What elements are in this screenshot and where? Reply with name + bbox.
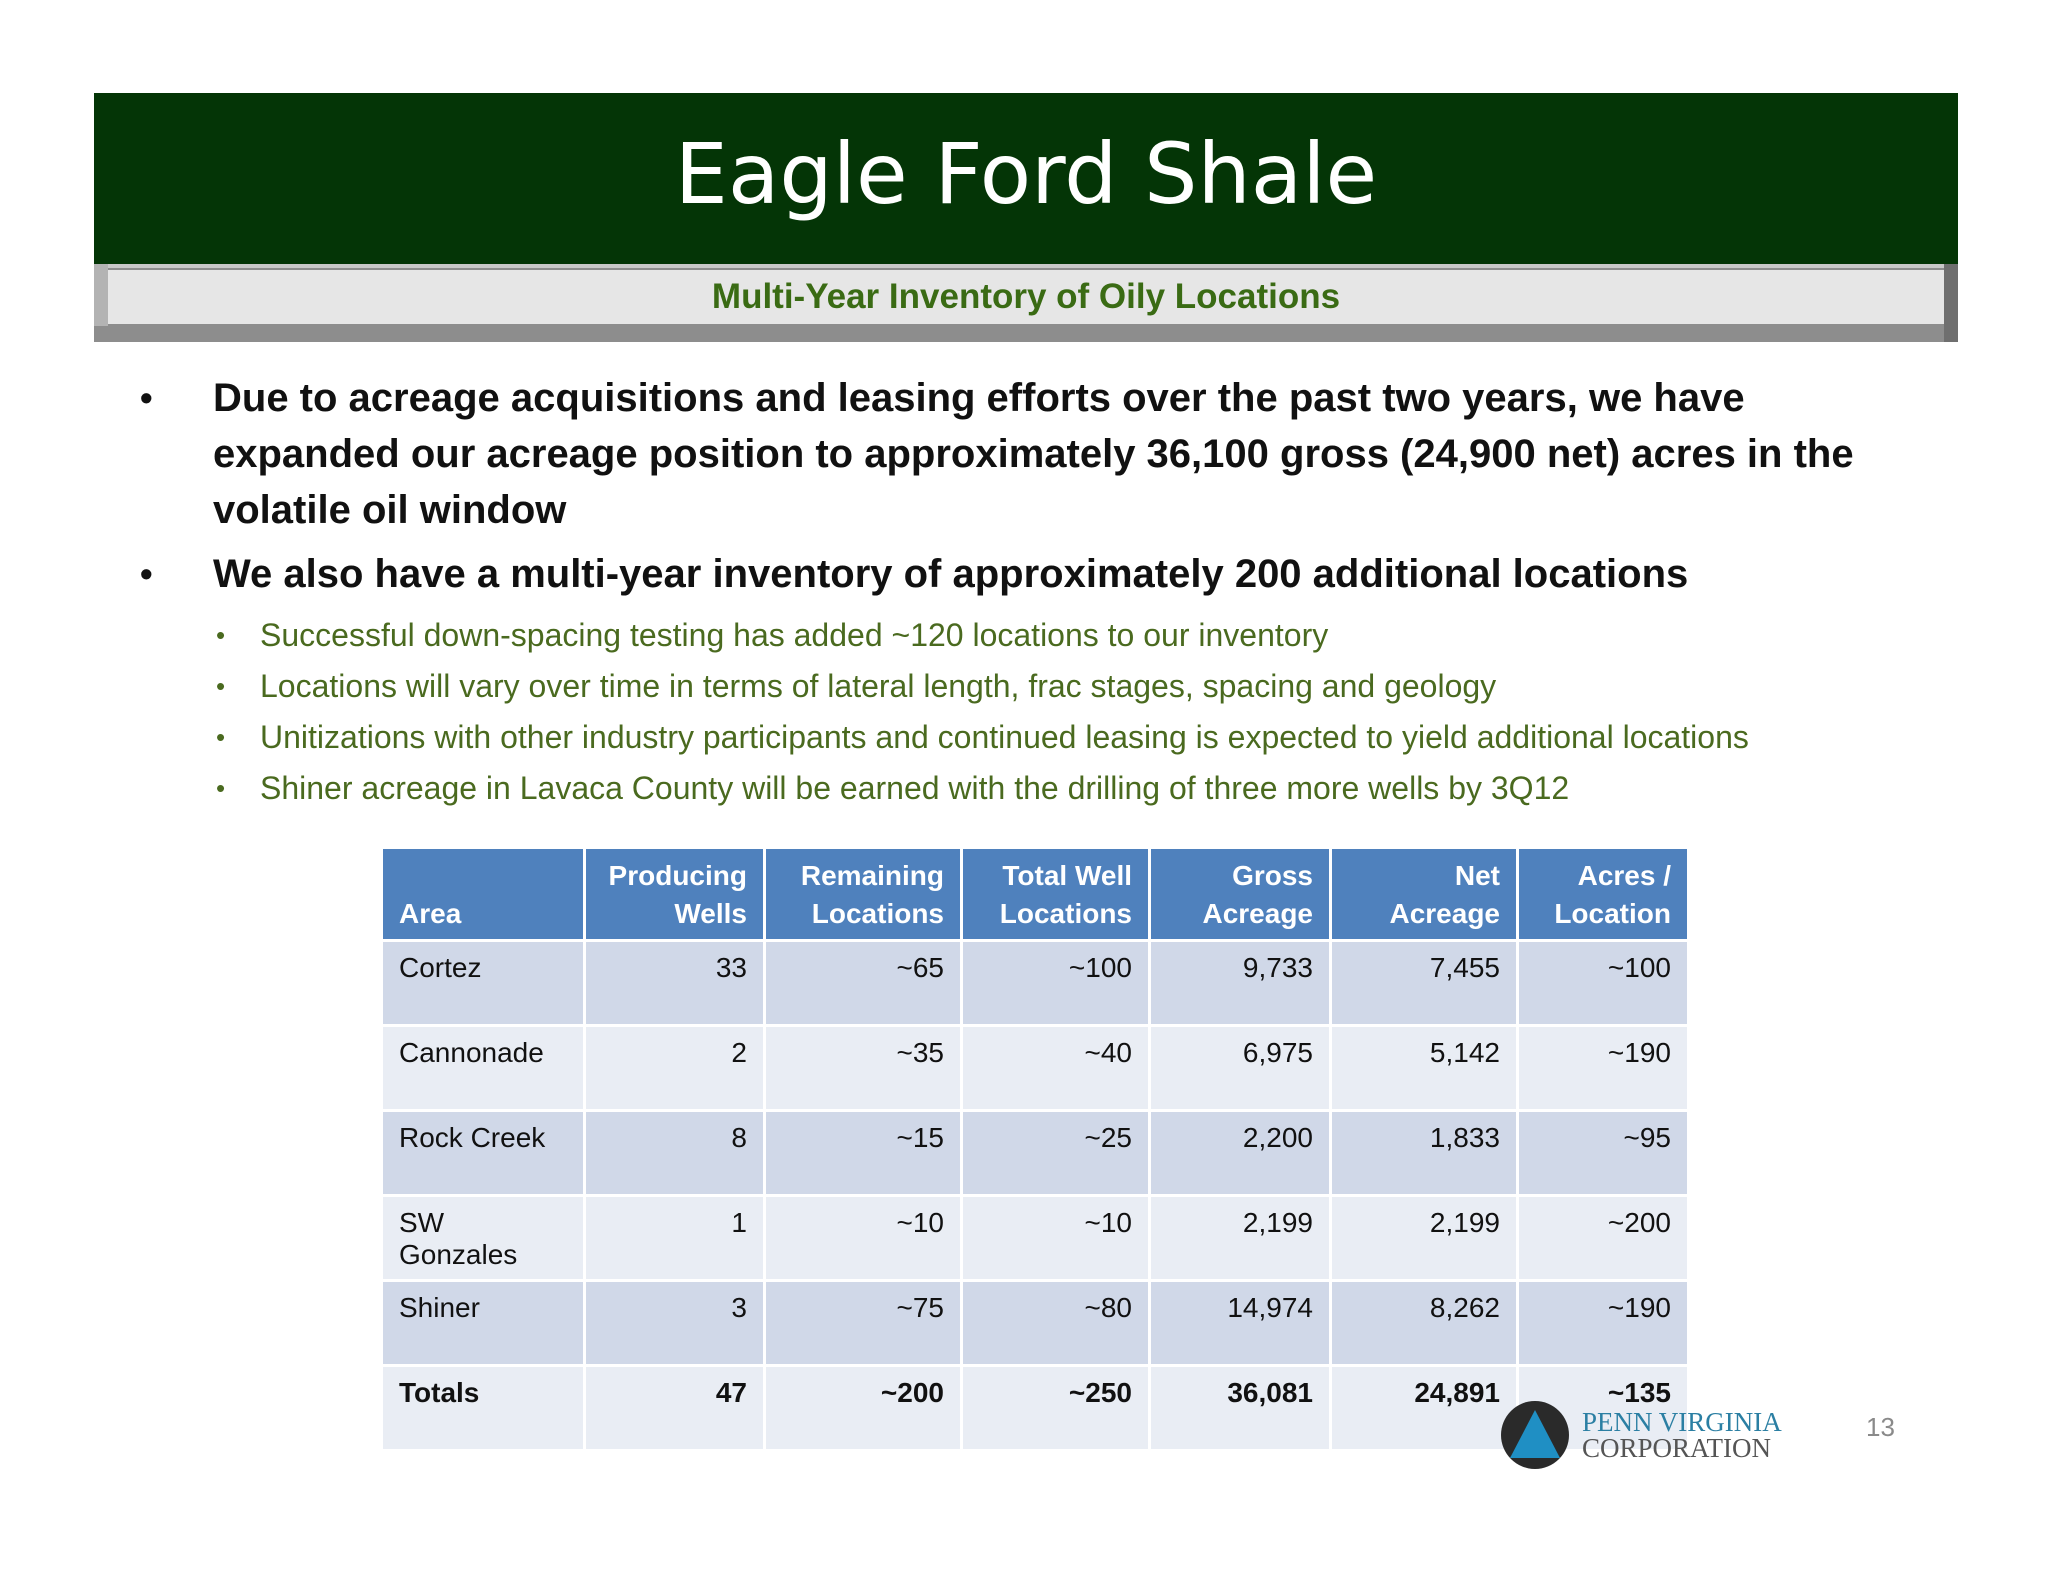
subtitle-band-left-edge — [94, 264, 108, 326]
sub-bullet-marker: • — [216, 620, 226, 650]
cell-remaining-locations: ~65 — [766, 942, 960, 1024]
table-totals-row — [383, 1367, 1687, 1449]
cell-producing-wells: 3 — [586, 1282, 763, 1364]
cell-gross-acreage: 6,975 — [1151, 1027, 1329, 1109]
cell-net-acreage: 8,262 — [1332, 1282, 1516, 1364]
sub-bullet-text: Locations will vary over time in terms of lateral length, frac stages, spacing and geology — [260, 668, 1497, 704]
cell-gross-acreage: 36,081 — [1151, 1367, 1329, 1449]
cell-area: Rock Creek — [383, 1112, 583, 1194]
sub-bullet-item — [140, 610, 1940, 661]
cell-acres-per-location: ~95 — [1519, 1112, 1687, 1194]
inventory-table — [380, 846, 1690, 1452]
header-net-acreage: Net Acreage — [1332, 849, 1516, 939]
cell-acres-per-location: ~100 — [1519, 942, 1687, 1024]
cell-remaining-locations: ~200 — [766, 1367, 960, 1449]
logo-line-1: PENN VIRGINIA — [1582, 1407, 1782, 1437]
cell-area: Shiner — [383, 1282, 583, 1364]
logo-triangle-icon — [1500, 1400, 1570, 1470]
cell-area: Cannonade — [383, 1027, 583, 1109]
bullet-text: We also have a multi-year inventory of approximately 200 additional locations — [213, 552, 1689, 596]
bullet-text: Due to acreage acquisitions and leasing efforts over the past two years, we have expanded our acreage position to approximately 36,100 gross (24,900 net) acres in the volatile oil window — [213, 376, 1854, 532]
cell-acres-per-location: ~190 — [1519, 1027, 1687, 1109]
subtitle-band — [94, 264, 1958, 342]
table-header-row — [383, 849, 1687, 939]
header-total-well-locations: Total Well Locations — [963, 849, 1148, 939]
cell-total-well-locations: ~250 — [963, 1367, 1148, 1449]
header-gross-acreage: Gross Acreage — [1151, 849, 1329, 939]
company-logo — [1500, 1400, 1782, 1470]
header-acres-per-location: Acres / Location — [1519, 849, 1687, 939]
header-producing-wells: Producing Wells — [586, 849, 763, 939]
cell-gross-acreage: 2,199 — [1151, 1197, 1329, 1279]
header-area: Area — [383, 849, 583, 939]
page-subtitle: Multi-Year Inventory of Oily Locations — [711, 277, 1341, 316]
bullet-marker: • — [140, 553, 153, 594]
cell-remaining-locations: ~35 — [766, 1027, 960, 1109]
cell-remaining-locations: ~10 — [766, 1197, 960, 1279]
sub-bullet-list — [140, 610, 1940, 814]
cell-producing-wells: 1 — [586, 1197, 763, 1279]
cell-acres-per-location: ~135 — [1519, 1367, 1687, 1449]
table-row — [383, 1197, 1687, 1279]
table-row — [383, 1282, 1687, 1364]
page-number: 13 — [1866, 1412, 1895, 1442]
cell-total-well-locations: ~40 — [963, 1027, 1148, 1109]
sub-bullet-item — [140, 763, 1940, 814]
cell-net-acreage: 24,891 — [1332, 1367, 1516, 1449]
cell-total-well-locations: ~10 — [963, 1197, 1148, 1279]
sub-bullet-text: Shiner acreage in Lavaca County will be earned with the drilling of three more wells by 3Q12 — [260, 770, 1570, 806]
bullet-list — [140, 370, 1940, 814]
subtitle-band-inner — [108, 270, 1944, 324]
cell-net-acreage: 2,199 — [1332, 1197, 1516, 1279]
cell-net-acreage: 1,833 — [1332, 1112, 1516, 1194]
cell-remaining-locations: ~15 — [766, 1112, 960, 1194]
cell-gross-acreage: 9,733 — [1151, 942, 1329, 1024]
bullet-item — [140, 546, 1940, 602]
cell-producing-wells: 33 — [586, 942, 763, 1024]
cell-acres-per-location: ~190 — [1519, 1282, 1687, 1364]
cell-gross-acreage: 2,200 — [1151, 1112, 1329, 1194]
cell-area: Cortez — [383, 942, 583, 1024]
sub-bullet-text: Successful down-spacing testing has added ~120 locations to our inventory — [260, 617, 1329, 653]
subtitle-band-top-edge — [94, 264, 1958, 268]
cell-producing-wells: 8 — [586, 1112, 763, 1194]
bullet-item — [140, 370, 1940, 538]
cell-net-acreage: 5,142 — [1332, 1027, 1516, 1109]
subtitle-band-right-edge — [1944, 264, 1958, 342]
cell-acres-per-location: ~200 — [1519, 1197, 1687, 1279]
cell-area: Totals — [383, 1367, 583, 1449]
sub-bullet-marker: • — [216, 722, 226, 752]
table-row — [383, 1027, 1687, 1109]
cell-net-acreage: 7,455 — [1332, 942, 1516, 1024]
cell-total-well-locations: ~25 — [963, 1112, 1148, 1194]
sub-bullet-marker: • — [216, 773, 226, 803]
logo-line-2: CORPORATION — [1582, 1433, 1772, 1463]
logo-text — [1582, 1409, 1782, 1461]
sub-bullet-marker: • — [216, 671, 226, 701]
sub-bullet-item — [140, 712, 1940, 763]
table-row — [383, 942, 1687, 1024]
cell-total-well-locations: ~80 — [963, 1282, 1148, 1364]
header-remaining-locations: Remaining Locations — [766, 849, 960, 939]
cell-producing-wells: 47 — [586, 1367, 763, 1449]
cell-gross-acreage: 14,974 — [1151, 1282, 1329, 1364]
table-row — [383, 1112, 1687, 1194]
sub-bullet-item — [140, 661, 1940, 712]
cell-producing-wells: 2 — [586, 1027, 763, 1109]
title-bar — [94, 93, 1958, 264]
cell-remaining-locations: ~75 — [766, 1282, 960, 1364]
page-title: Eagle Ford Shale — [674, 124, 1378, 223]
cell-total-well-locations: ~100 — [963, 942, 1148, 1024]
bullet-marker: • — [140, 377, 153, 418]
cell-area: SW Gonzales — [383, 1197, 583, 1279]
sub-bullet-text: Unitizations with other industry participants and continued leasing is expected to yield additional locations — [260, 719, 1749, 755]
